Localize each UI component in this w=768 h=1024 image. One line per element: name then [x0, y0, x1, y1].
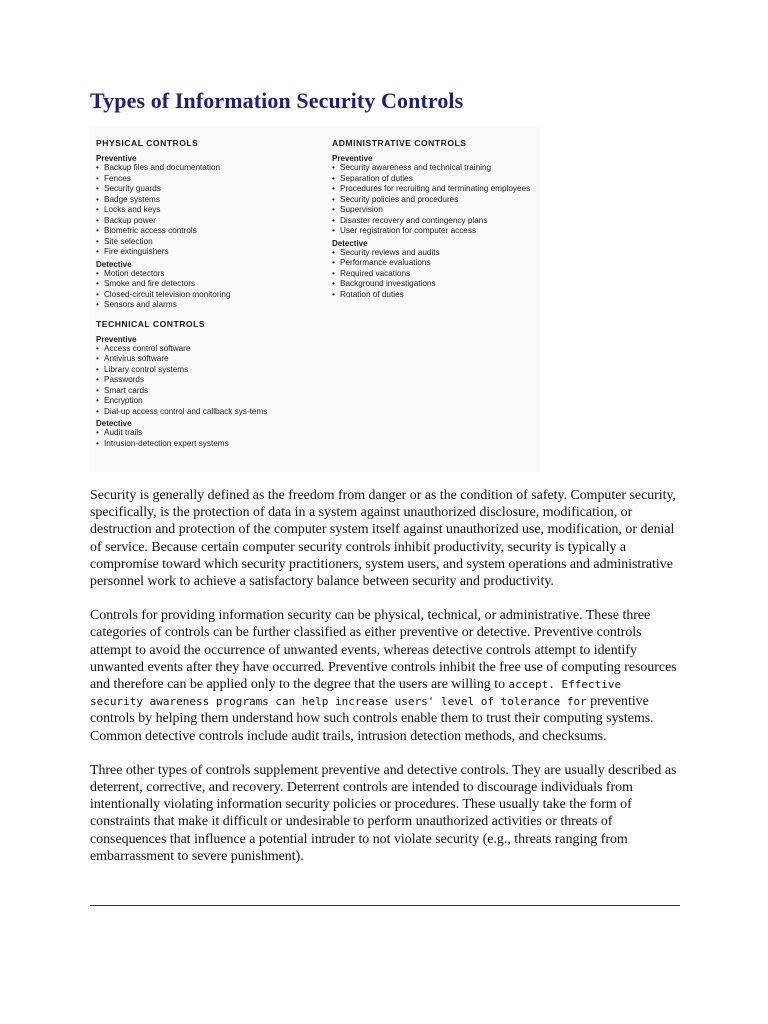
- bullet-icon: •: [96, 354, 99, 363]
- control-list-item-text: Fences: [104, 173, 131, 183]
- control-list-item-text: Backup files and documentation: [104, 163, 221, 172]
- control-list-item-text: Fire extinguishers: [104, 247, 169, 256]
- paragraph-text: preventive controls by helping them understand how such controls enable them to trust their computing systems. Common detective controls include audit trails, intrusion detection methods, and checksums.: [90, 694, 654, 744]
- control-list-item-text: Intrusion-detection expert systems: [104, 438, 229, 448]
- administrative-preventive-list: [332, 163, 542, 237]
- bullet-icon: •: [332, 184, 335, 193]
- physical-detective-list: [96, 269, 324, 311]
- control-list-item-text: Required vacations: [340, 268, 411, 278]
- physical-preventive-list: [96, 163, 324, 258]
- bullet-icon: •: [96, 375, 99, 384]
- administrative-detective-heading: Detective: [332, 238, 368, 248]
- technical-detective-list: [96, 428, 324, 449]
- bullet-icon: •: [96, 226, 99, 235]
- control-list-item: [96, 365, 324, 376]
- controls-figure: [90, 126, 540, 472]
- bullet-icon: •: [332, 226, 335, 235]
- control-list-item: [96, 439, 324, 450]
- control-list-item: [332, 174, 542, 185]
- control-list-item: [332, 205, 542, 216]
- bullet-icon: •: [96, 343, 99, 353]
- control-list-item: [96, 226, 324, 237]
- control-list-item-text: Smart cards: [104, 385, 149, 395]
- control-list-item: [332, 258, 542, 269]
- control-list-item: [96, 396, 324, 407]
- paragraph-security-definition: Security is generally defined as the freedom from danger or as the condition of safety. Computer security, specifically, is the protection of data in a system against unauthorized disclosure, modification, or destruction and protection of the computer system itself against unauthorized use, modification, or denial of service. Because certain computer security controls inhibit productivity, security is typically a compromise toward which security practitioners, system users, and system operations and administrative personnel work to achieve a satisfactory balance between security and productivity.: [90, 488, 677, 590]
- physical-controls-heading: PHYSICAL CONTROLS: [96, 138, 199, 148]
- bullet-icon: •: [332, 163, 335, 172]
- control-list-item-text: Separation of duties: [340, 173, 413, 183]
- figure-right-column: [332, 126, 542, 300]
- administrative-detective-list: [332, 248, 542, 301]
- control-list-item: [96, 184, 324, 195]
- bullet-icon: •: [96, 385, 99, 395]
- bullet-icon: •: [332, 215, 335, 225]
- page-title: Types of Information Security Controls: [90, 88, 464, 113]
- bullet-icon: •: [332, 279, 335, 288]
- physical-preventive-heading: Preventive: [96, 154, 137, 163]
- bullet-icon: •: [96, 268, 99, 278]
- technical-preventive-heading: Preventive: [96, 334, 137, 344]
- control-list-item: [332, 216, 542, 227]
- spacer: [332, 126, 542, 138]
- bullet-icon: •: [96, 406, 99, 416]
- control-list-item: [96, 279, 324, 290]
- bullet-icon: •: [96, 438, 99, 448]
- control-list-item-text: Procedures for recruiting and terminating employees: [340, 184, 531, 193]
- control-list-item: [332, 226, 542, 237]
- control-list-item: [332, 195, 542, 206]
- paragraph-other-control-types: Three other types of controls supplement preventive and detective controls. They are usually described as deterrent, corrective, and recovery. Deterrent controls are intended to discourage individuals from intentionally violating information security policies or procedures. These usually take the form of constraints that make it difficult or undesirable to perform unauthorized activities or threats of consequences that influence a potential intruder to not violate security (e.g., threats ranging from embarrassment to severe punishment).: [90, 762, 677, 864]
- control-list-item-text: Encryption: [104, 396, 143, 405]
- bullet-icon: •: [96, 173, 99, 183]
- control-list-item: [96, 300, 324, 311]
- control-list-item: [96, 195, 324, 206]
- administrative-preventive-heading: Preventive: [332, 154, 373, 163]
- control-list-item-text: Antivirus software: [104, 354, 169, 363]
- control-list-item-text: Dial-up access control and callback sys-tems: [104, 406, 268, 416]
- control-list-item-text: Security reviews and audits: [340, 247, 440, 257]
- control-list-item: [332, 163, 542, 174]
- bullet-icon: •: [96, 300, 99, 309]
- control-list-item: [96, 269, 324, 280]
- control-list-item: [332, 290, 542, 301]
- control-list-item-text: Passwords: [104, 375, 145, 384]
- paragraph-monospace-text: accept. Effective security awareness programs can help increase users' level of tolerance for: [90, 678, 622, 709]
- control-list-item-text: Audit trails: [104, 428, 143, 437]
- control-list-item-text: Biometric access controls: [104, 226, 197, 235]
- control-list-item: [96, 216, 324, 227]
- control-list-item-text: Rotation of duties: [340, 289, 404, 299]
- bullet-icon: •: [332, 258, 335, 267]
- paragraph-text: Controls for providing information security can be physical, technical, or administrative. These three categories of controls can be further classified as either preventive or detective. Preventive controls attempt to avoid the occurrence of unwanted events, whereas detective controls attempt to identify unwanted events after they have occurred. Preventive controls inhibit the free use of computing resources and therefore can be applied only to the degree that the users are willing to: [90, 608, 677, 693]
- bullet-icon: •: [96, 194, 99, 204]
- spacer: [96, 311, 324, 319]
- control-list-item-text: Access control software: [104, 343, 191, 353]
- control-list-item: [96, 407, 324, 418]
- bullet-icon: •: [96, 279, 99, 288]
- bullet-icon: •: [332, 173, 335, 183]
- technical-controls-heading: TECHNICAL CONTROLS: [96, 318, 206, 329]
- bullet-icon: •: [96, 396, 99, 405]
- control-list-item-text: Closed-circuit television monitoring: [104, 289, 231, 299]
- control-list-item: [96, 174, 324, 185]
- control-list-item-text: Locks and keys: [104, 205, 161, 214]
- bullet-icon: •: [96, 428, 99, 437]
- control-list-item-text: Site selection: [104, 236, 153, 246]
- control-list-item: [96, 237, 324, 248]
- bullet-icon: •: [332, 205, 335, 214]
- technical-detective-heading: Detective: [96, 419, 132, 428]
- physical-detective-heading: Detective: [96, 259, 132, 269]
- control-list-item: [96, 290, 324, 301]
- control-list-item: [96, 428, 324, 439]
- control-list-item: [332, 184, 542, 195]
- control-list-item-text: Motion detectors: [104, 268, 165, 278]
- control-list-item: [96, 375, 324, 386]
- body-text: [90, 487, 680, 882]
- control-list-item: [96, 386, 324, 397]
- spacer: [96, 126, 324, 138]
- control-list-item: [96, 247, 324, 258]
- figure-left-column: [96, 126, 324, 449]
- bullet-icon: •: [332, 194, 335, 204]
- paragraph-control-categories: [90, 607, 680, 745]
- bullet-icon: •: [96, 364, 99, 374]
- bullet-icon: •: [96, 215, 99, 225]
- control-list-item: [332, 248, 542, 259]
- control-list-item-text: Smoke and fire detectors: [104, 279, 196, 288]
- bullet-icon: •: [332, 268, 335, 278]
- bullet-icon: •: [96, 236, 99, 246]
- control-list-item-text: Badge systems: [104, 194, 160, 204]
- control-list-item-text: Security awareness and technical training: [340, 163, 492, 172]
- bullet-icon: •: [96, 289, 99, 299]
- bullet-icon: •: [96, 184, 99, 193]
- control-list-item-text: Disaster recovery and contingency plans: [340, 215, 488, 225]
- control-list-item-text: Performance evaluations: [340, 258, 431, 267]
- control-list-item-text: Security policies and procedures: [340, 194, 459, 204]
- bullet-icon: •: [96, 205, 99, 214]
- horizontal-rule: [90, 905, 680, 906]
- control-list-item: [96, 354, 324, 365]
- control-list-item: [332, 269, 542, 280]
- control-list-item-text: Supervision: [340, 205, 383, 214]
- control-list-item-text: Library control systems: [104, 364, 189, 374]
- bullet-icon: •: [96, 163, 99, 172]
- control-list-item: [96, 205, 324, 216]
- control-list-item-text: Sensors and alarms: [104, 300, 177, 309]
- control-list-item: [96, 344, 324, 355]
- control-list-item-text: Backup power: [104, 215, 156, 225]
- bullet-icon: •: [332, 289, 335, 299]
- control-list-item: [96, 163, 324, 174]
- bullet-icon: •: [332, 247, 335, 257]
- technical-preventive-list: [96, 344, 324, 418]
- control-list-item: [332, 279, 542, 290]
- control-list-item-text: Security guards: [104, 184, 161, 193]
- control-list-item-text: User registration for computer access: [340, 226, 477, 235]
- bullet-icon: •: [96, 247, 99, 256]
- control-list-item-text: Background investigations: [340, 279, 436, 288]
- administrative-controls-heading: ADMINISTRATIVE CONTROLS: [332, 138, 467, 148]
